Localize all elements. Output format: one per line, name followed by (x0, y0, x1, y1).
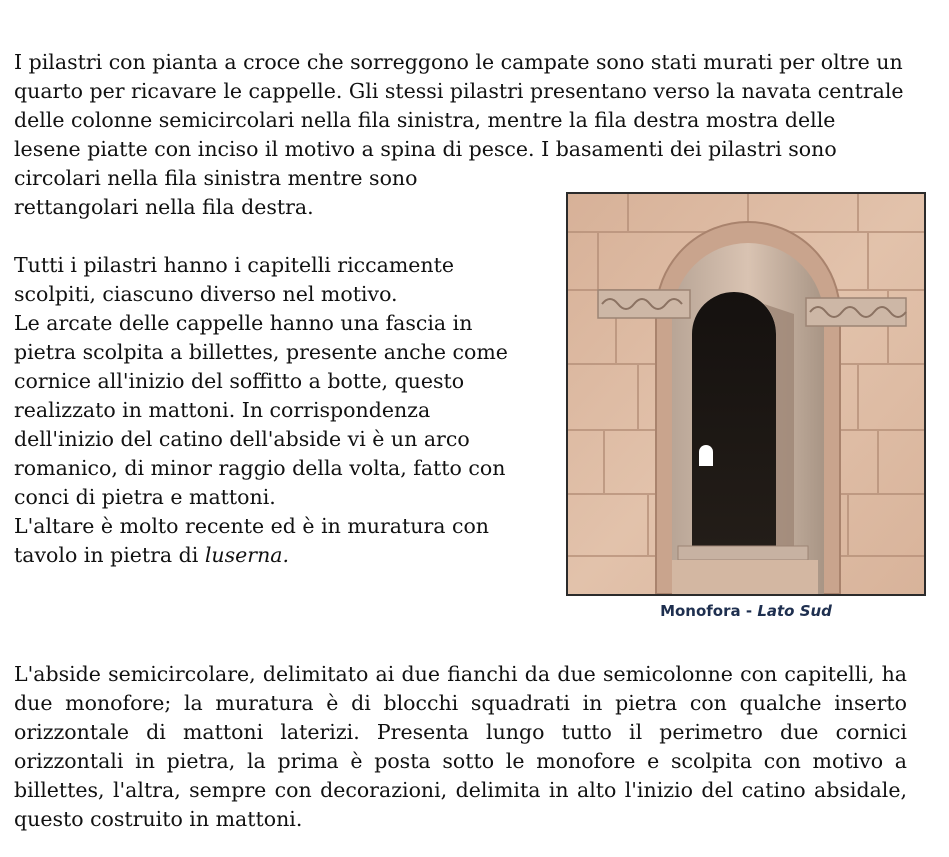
caption-label: Monofora - (660, 602, 758, 620)
text-line: dell'inizio del catino dell'abside vi è un arco (14, 427, 470, 451)
text-line: romanico, di minor raggio della volta, fatto con (14, 456, 506, 480)
text-line: I pilastri con pianta a croce che sorreggono le campate sono stati murati per oltre un (14, 50, 903, 74)
text-line: rettangolari nella fila destra. (14, 195, 314, 219)
figure-caption (566, 602, 926, 620)
text-line: pietra scolpita a billettes, presente anche come (14, 340, 508, 364)
text-line: Le arcate delle cappelle hanno una fascia in (14, 311, 473, 335)
text-line: Tutti i pilastri hanno i capitelli riccamente (14, 253, 454, 277)
text-line: delle colonne semicircolari nella fila sinistra, mentre la fila destra mostra delle (14, 108, 836, 132)
text-line: conci di pietra e mattoni. (14, 485, 276, 509)
paragraph-abside: L'abside semicircolare, delimitato ai due fianchi da due semicolonne con capitelli, ha due monofore; la muratura è di blocchi squadrati in pietra con qualche inserto orizzontale di mattoni laterizi. Presenta lungo tutto il perimetro due cornici orizzontali in pietra, la prima è posta sotto le monofore e scolpita con motivo a billettes, l'altra, sempre con decorazioni, delimita in alto l'inizio del catino absidale, questo costruito in mattoni. (14, 662, 907, 831)
paragraph-capitelli (14, 251, 534, 570)
text-line: quarto per ricavare le cappelle. Gli stessi pilastri presentano verso la navata centrale (14, 79, 904, 103)
caption-italic: Lato Sud (757, 602, 832, 620)
monofora-photo (566, 192, 926, 596)
italic-term: luserna. (204, 543, 290, 567)
text-line: scolpiti, ciascuno diverso nel motivo. (14, 282, 398, 306)
text-line: realizzato in mattoni. In corrispondenza (14, 398, 431, 422)
text-line: L'altare è molto recente ed è in muratura con (14, 514, 490, 538)
text-line (14, 541, 534, 570)
text-line: cornice all'inizio del soffitto a botte, questo (14, 369, 465, 393)
text-line: circolari nella fila sinistra mentre sono (14, 166, 418, 190)
text-span: tavolo in pietra di (14, 543, 205, 567)
text-line: lesene piatte con inciso il motivo a spina di pesce. I basamenti dei pilastri sono (14, 137, 837, 161)
